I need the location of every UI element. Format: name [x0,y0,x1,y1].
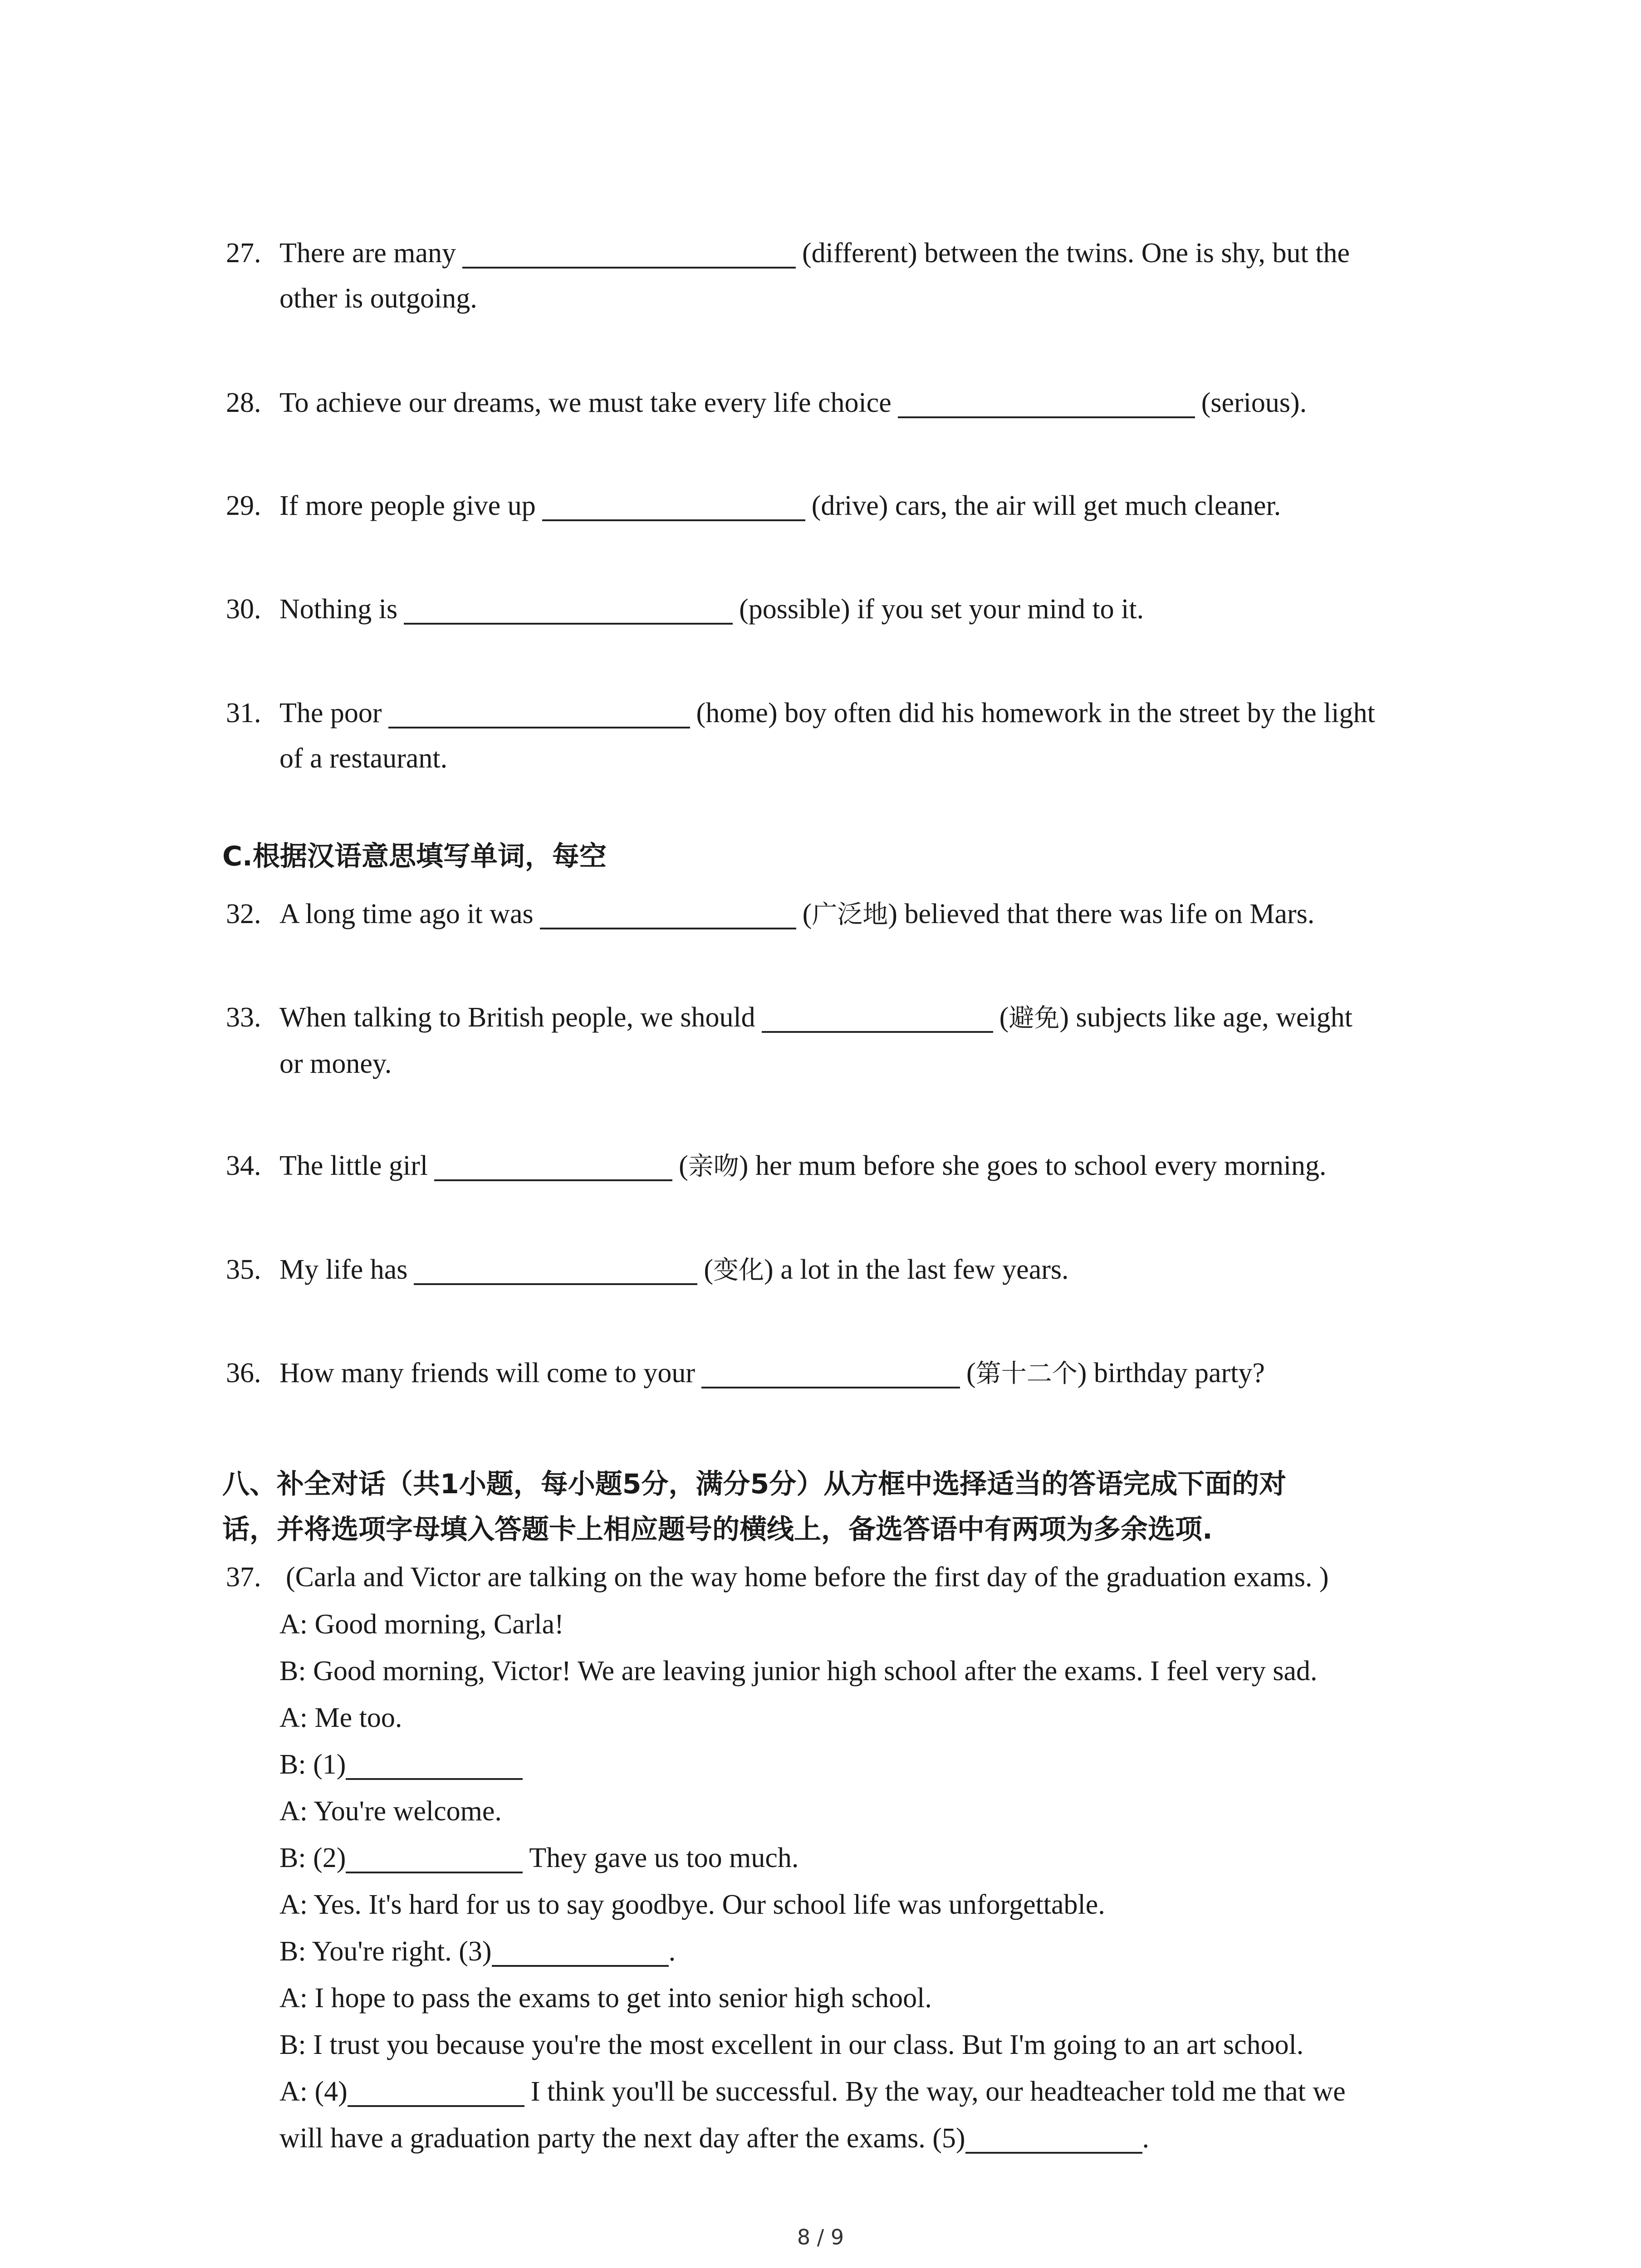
question-text: Nothing is [279,594,398,625]
question-number: 28. [226,387,261,418]
answer-blank[interactable] [762,1003,993,1033]
dialogue-line: A: You're welcome. [279,1796,502,1827]
hint-paren: ( [704,1254,714,1285]
answer-blank[interactable] [414,1255,697,1285]
dialogue-text: . [668,1936,676,1967]
question-number: 31. [226,698,261,728]
question-number: 36. [226,1358,261,1388]
dialogue-line: A: Me too. [279,1702,402,1733]
answer-blank-3[interactable] [492,1937,669,1967]
question-text: When talking to British people, we should [279,1002,755,1033]
answer-blank[interactable] [542,491,805,521]
question-number: 29. [226,490,261,521]
answer-blank[interactable] [462,239,796,269]
dialogue-line: A: Good morning, Carla! [279,1609,564,1640]
word-hint: (serious). [1201,387,1307,418]
question-text: To achieve our dreams, we must take every life choice [279,387,892,418]
chinese-hint: 变化 [713,1256,764,1285]
dialogue-line: B: I trust you because you're the most excellent in our class. But I'm going to an art school. [279,2029,1304,2060]
answer-blank[interactable] [434,1151,672,1181]
dialogue [279,1601,1504,2162]
answer-blank-2[interactable] [346,1843,523,1873]
hint-paren: ( [966,1358,976,1388]
question-text: ) a lot in the last few years. [764,1254,1069,1285]
chinese-hint: 亲吻 [688,1152,739,1181]
dialogue-text: will have a graduation party the next day after the exams. (5) [279,2123,965,2154]
section-c-title: C.根据汉语意思填写单词，每空 [222,841,607,872]
hint-paren: ( [999,1002,1009,1033]
dialogue-line [279,2068,1504,2115]
dialogue-line [279,2115,1504,2162]
dialogue-line [279,1835,1504,1882]
answer-blank[interactable] [404,595,733,625]
dialogue-line: B: Good morning, Victor! We are leaving junior high school after the exams. I feel very sad. [279,1656,1318,1686]
question-text: ) her mum before she goes to school every morning. [739,1150,1327,1181]
dialogue-text: They gave us too much. [529,1843,799,1873]
answer-blank[interactable] [701,1359,960,1388]
chinese-hint: 避免 [1009,1003,1060,1033]
dialogue-line: A: I hope to pass the exams to get into senior high school. [279,1983,932,2014]
answer-blank-4[interactable] [348,2077,524,2107]
question-text: ) believed that there was life on Mars. [888,899,1315,929]
question-text: My life has [279,1254,408,1285]
question-text: There are many [279,238,456,269]
question-text: The poor [279,698,382,728]
word-hint: (different) between the twins. One is shy, but the [802,238,1350,269]
dialogue-speaker-text: B: (2) [279,1843,346,1873]
question-text: If more people give up [279,490,536,521]
hint-paren: ( [802,899,812,929]
question-text-continued: of a restaurant. [279,743,448,774]
question-text-continued: other is outgoing. [279,283,477,314]
answer-blank[interactable] [540,899,796,929]
hint-paren: ( [679,1150,688,1181]
dialogue-speaker-text: A: (4) [279,2076,348,2107]
section-8-title-line-2: 话，并将选项字母填入答题卡上相应题号的横线上，备选答语中有两项为多余选项. [222,1514,1213,1545]
word-hint: (home) boy often did his homework in the street by the light [696,698,1375,728]
question-text: ) birthday party? [1077,1358,1265,1388]
chinese-hint: 广泛地 [812,900,888,929]
word-hint: (drive) cars, the air will get much cleaner. [811,490,1281,521]
dialogue-text: . [1142,2123,1150,2154]
question-text: A long time ago it was [279,899,534,929]
question-number: 34. [226,1150,261,1181]
dialogue-text: I think you'll be successful. By the way, our headteacher told me that we [530,2076,1346,2107]
page-number: 8 / 9 [797,2225,844,2249]
question-text: How many friends will come to your [279,1358,696,1388]
question-number: 35. [226,1254,261,1285]
dialogue-line: A: Yes. It's hard for us to say goodbye. Our school life was unforgettable. [279,1889,1105,1920]
dialogue-intro: (Carla and Victor are talking on the way home before the first day of the graduation exams. ) [286,1562,1329,1593]
question-text: ) subjects like age, weight [1059,1002,1352,1033]
answer-blank-1[interactable] [346,1750,523,1780]
section-8-title-line-1: 八、补全对话（共1小题，每小题5分，满分5分）从方框中选择适当的答语完成下面的对 [222,1468,1287,1500]
word-hint: (possible) if you set your mind to it. [739,594,1144,625]
question-number: 27. [226,238,261,269]
question-text: The little girl [279,1150,428,1181]
question-text-continued: or money. [279,1048,392,1079]
dialogue-speaker-text: B: (1) [279,1749,346,1780]
answer-blank-5[interactable] [965,2124,1142,2154]
question-number: 32. [226,899,261,929]
question-number: 37. [226,1562,261,1593]
answer-blank[interactable] [388,699,690,728]
dialogue-line [279,1741,1504,1788]
question-number: 30. [226,594,261,625]
answer-blank[interactable] [898,388,1195,418]
chinese-hint: 第十二个 [975,1359,1078,1388]
question-number: 33. [226,1002,261,1033]
dialogue-speaker-text: B: You're right. (3) [279,1936,492,1967]
dialogue-line [279,1928,1504,1975]
